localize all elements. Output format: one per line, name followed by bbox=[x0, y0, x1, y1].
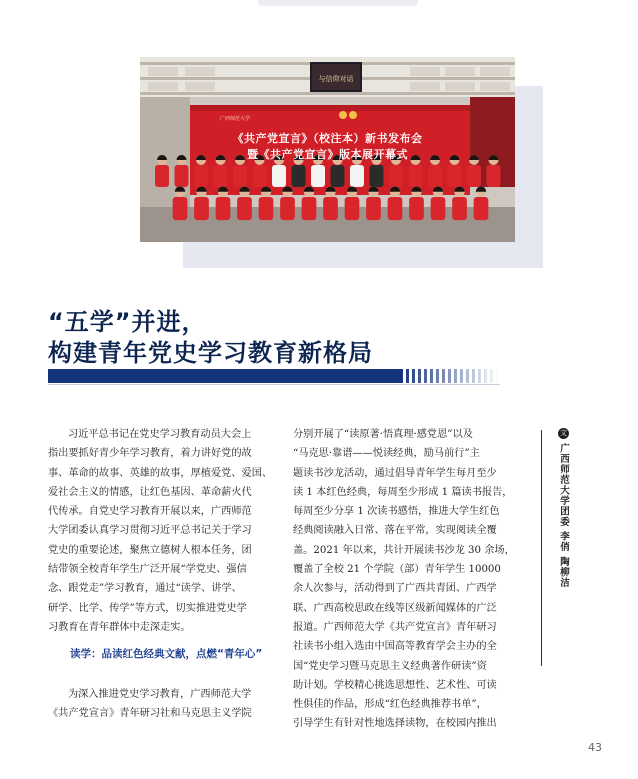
left-column-para2 bbox=[48, 685, 280, 724]
text-line: 习近平总书记在党史学习教育动员大会上 bbox=[68, 429, 252, 440]
group-photo bbox=[140, 57, 515, 242]
text-line: 助计划。学校精心挑选思想性、艺术性、可读 bbox=[293, 679, 497, 691]
text-line: 研学、比学、传学”等方式，切实推进党史学 bbox=[48, 602, 247, 614]
text-line: 分别开展了“读原著·悟真理·感党恩”以及 bbox=[293, 429, 473, 440]
title-bar-solid bbox=[48, 369, 400, 383]
left-column-para1 bbox=[48, 425, 280, 637]
text-line: 大学团委认真学习贯彻习近平总书记关于学习 bbox=[48, 525, 252, 537]
title-underline-bar bbox=[48, 369, 500, 383]
pen-icon: 文 bbox=[560, 429, 567, 437]
screen-caption: 与信仰对话 bbox=[318, 75, 354, 83]
person-figure bbox=[323, 187, 338, 221]
person-figure bbox=[452, 187, 467, 221]
text-line: 引导学生有针对性地选择读物，在校园内推出 bbox=[293, 718, 497, 730]
text-line: “马克思·靠谱——悦读经典，励马前行”主 bbox=[293, 448, 480, 460]
banner-line-2: 暨《共产党宣言》版本展开幕式 bbox=[247, 148, 408, 161]
person-figure bbox=[388, 187, 403, 221]
text-line: 余人次参与，活动得到了广西共青团、广西学 bbox=[293, 583, 497, 595]
person-figure bbox=[302, 187, 317, 221]
person-figure bbox=[237, 187, 252, 221]
person-figure bbox=[409, 187, 424, 221]
text-line: 爱社会主义的情感，让红色基因、革命薪火代 bbox=[48, 486, 252, 498]
text-line: 社读书小组入选由中国高等教育学会主办的全 bbox=[293, 641, 497, 653]
text-line: 《共产党宣言》青年研习社和马克思主义学院 bbox=[48, 708, 252, 720]
text-line: 指出要抓好青少年学习教育，着力讲好党的故 bbox=[48, 448, 252, 460]
person-figure bbox=[431, 187, 446, 221]
text-line: 联、广西高校思政在线等区级新闻媒体的广泛 bbox=[293, 602, 497, 614]
person-figure bbox=[280, 187, 295, 221]
right-column bbox=[293, 425, 523, 734]
article-title-line-2: 构建青年党史学习教育新格局 bbox=[48, 339, 373, 367]
author-divider bbox=[541, 430, 542, 666]
article-title-line-1: “五学”并进， bbox=[48, 308, 207, 336]
backdrop-logo-text: 广西师范大学 bbox=[220, 116, 251, 122]
person-figure bbox=[366, 187, 381, 221]
person-figure bbox=[194, 187, 209, 221]
text-line: 结带领全校青年学生广泛开展“学党史、强信 bbox=[48, 564, 247, 576]
text-line: 性俱佳的作品，形成“红色经典推荐书单”， bbox=[293, 699, 487, 711]
text-line: 每周至少分享 1 次读书感悟，推进大学生红色 bbox=[293, 506, 500, 518]
text-line: 事、革命的故事、英雄的故事，厚植爱党、爱国、 bbox=[48, 467, 273, 479]
person-figure bbox=[474, 187, 489, 221]
person-figure bbox=[345, 187, 360, 221]
banner-line-1: 《共产党宣言》（校注本）新书发布会 bbox=[232, 132, 423, 145]
text-line: 盖。2021 年以来，共计开展读书沙龙 30 余场， bbox=[293, 544, 515, 556]
person-figure bbox=[173, 187, 188, 221]
text-line: 习教育在青年群体中走深走实。 bbox=[48, 621, 191, 633]
text-line: 党史的重要论述，聚焦立德树人根本任务，团 bbox=[48, 544, 252, 556]
text-line: 念、跟党走”学习教育，通过“读学、讲学、 bbox=[48, 583, 242, 595]
text-line: 经典阅读融入日常、落在平常，实现阅读全覆 bbox=[293, 525, 497, 537]
text-line: 覆盖了全校 21 个学院（部）青年学生 10000 bbox=[293, 564, 501, 576]
text-line: 题读书沙龙活动，通过倡导青年学生每月至少 bbox=[293, 467, 497, 479]
person-figure bbox=[259, 187, 274, 221]
person-figure bbox=[216, 187, 231, 221]
text-line: 为深入推进党史学习教育，广西师范大学 bbox=[68, 689, 252, 700]
top-decoration-strip bbox=[258, 0, 418, 6]
author-byline bbox=[549, 428, 579, 588]
page-number: 43 bbox=[588, 741, 602, 754]
title-bar-rule bbox=[48, 384, 500, 385]
text-line: 报道。广西师范大学《共产党宣言》青年研习 bbox=[293, 621, 497, 633]
text-line: 读 1 本红色经典，每周至少形成 1 篇读书报告， bbox=[293, 486, 513, 498]
text-line: 国“党史学习暨马克思主义经典著作研读”资 bbox=[293, 660, 487, 672]
title-bar-fade bbox=[400, 369, 500, 383]
section-subheading: 读学：品读红色经典文献，点燃“青年心” bbox=[70, 648, 263, 660]
author-text: 广西师范大学团委 李俏 陶柳洁 bbox=[558, 443, 569, 589]
text-line: 代传承。自党史学习教育开展以来，广西师范 bbox=[48, 506, 252, 518]
